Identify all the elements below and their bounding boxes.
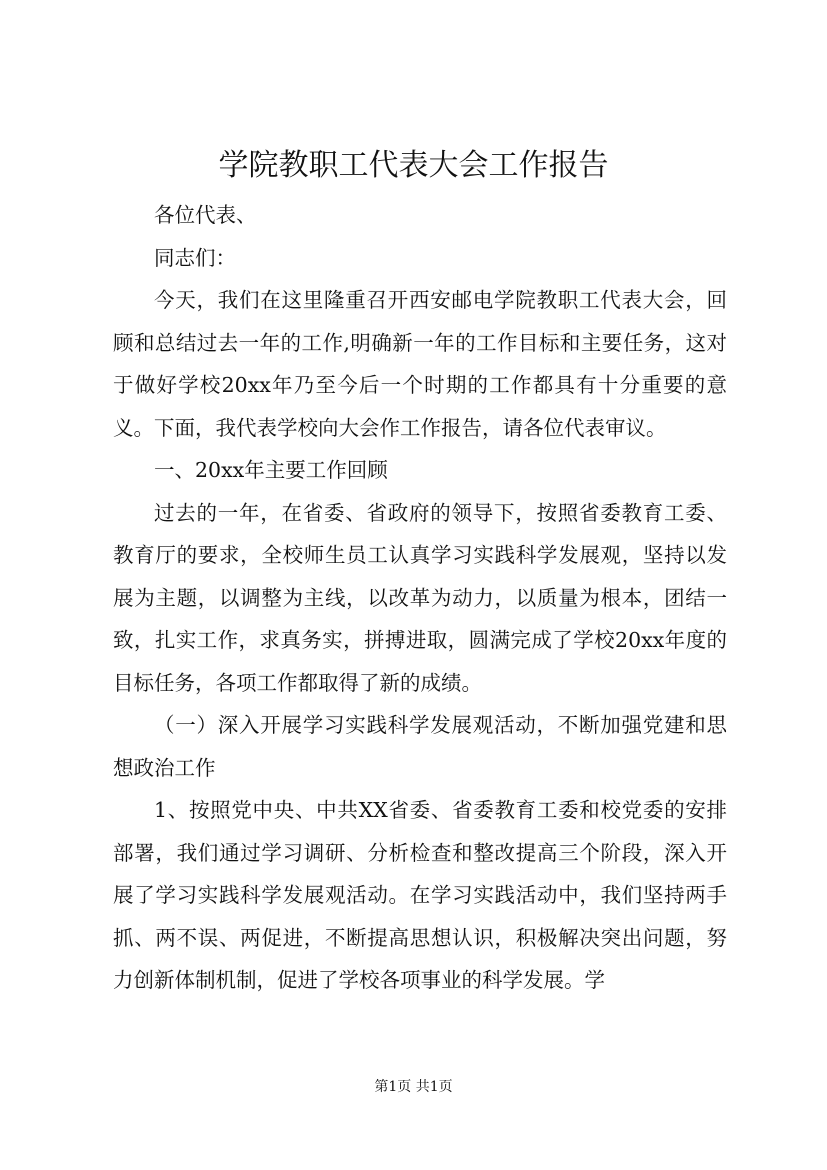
- document-body: [113, 194, 727, 1002]
- intro-paragraph: 今天，我们在这里隆重召开西安邮电学院教职工代表大会，回顾和总结过去一年的工作,明确新一年的工作目标和主要任务，这对于做好学校20xx年乃至今后一个时期的工作都具有十分重要的意义。下面，我代表学校向大会作工作报告，请各位代表审议。: [113, 288, 727, 440]
- section-heading: 一、20xx年主要工作回顾: [154, 458, 388, 482]
- page-footer: 第1页 共1页: [374, 1079, 453, 1095]
- subsection-heading: （一）深入开展学习实践科学发展观活动，不断加强党建和思想政治工作: [113, 713, 727, 780]
- salutation-line-1: 各位代表、: [154, 203, 257, 227]
- item-paragraph: 1、按照党中央、中共XX省委、省委教育工委和校党委的安排部署，我们通过学习调研、分析检查和整改提高三个阶段，深入开展了学习实践科学发展观活动。在学习实践活动中，我们坚持两手抓、两不误、两促进，不断提高思想认识，积极解决突出问题，努力创新体制机制，促进了学校各项事业的科学发展。学: [113, 798, 727, 992]
- salutation-line-2: 同志们：: [154, 245, 236, 270]
- review-paragraph: 过去的一年，在省委、省政府的领导下，按照省委教育工委、教育厅的要求，全校师生员工认真学习实践科学发展观，坚持以发展为主题，以调整为主线，以改革为动力，以质量为根本，团结一致，扎实工作，求真务实，拼搏进取，圆满完成了学校20xx年度的目标任务，各项工作都取得了新的成绩。: [113, 500, 727, 695]
- document-title: 学院教职工代表大会工作报告: [218, 148, 609, 183]
